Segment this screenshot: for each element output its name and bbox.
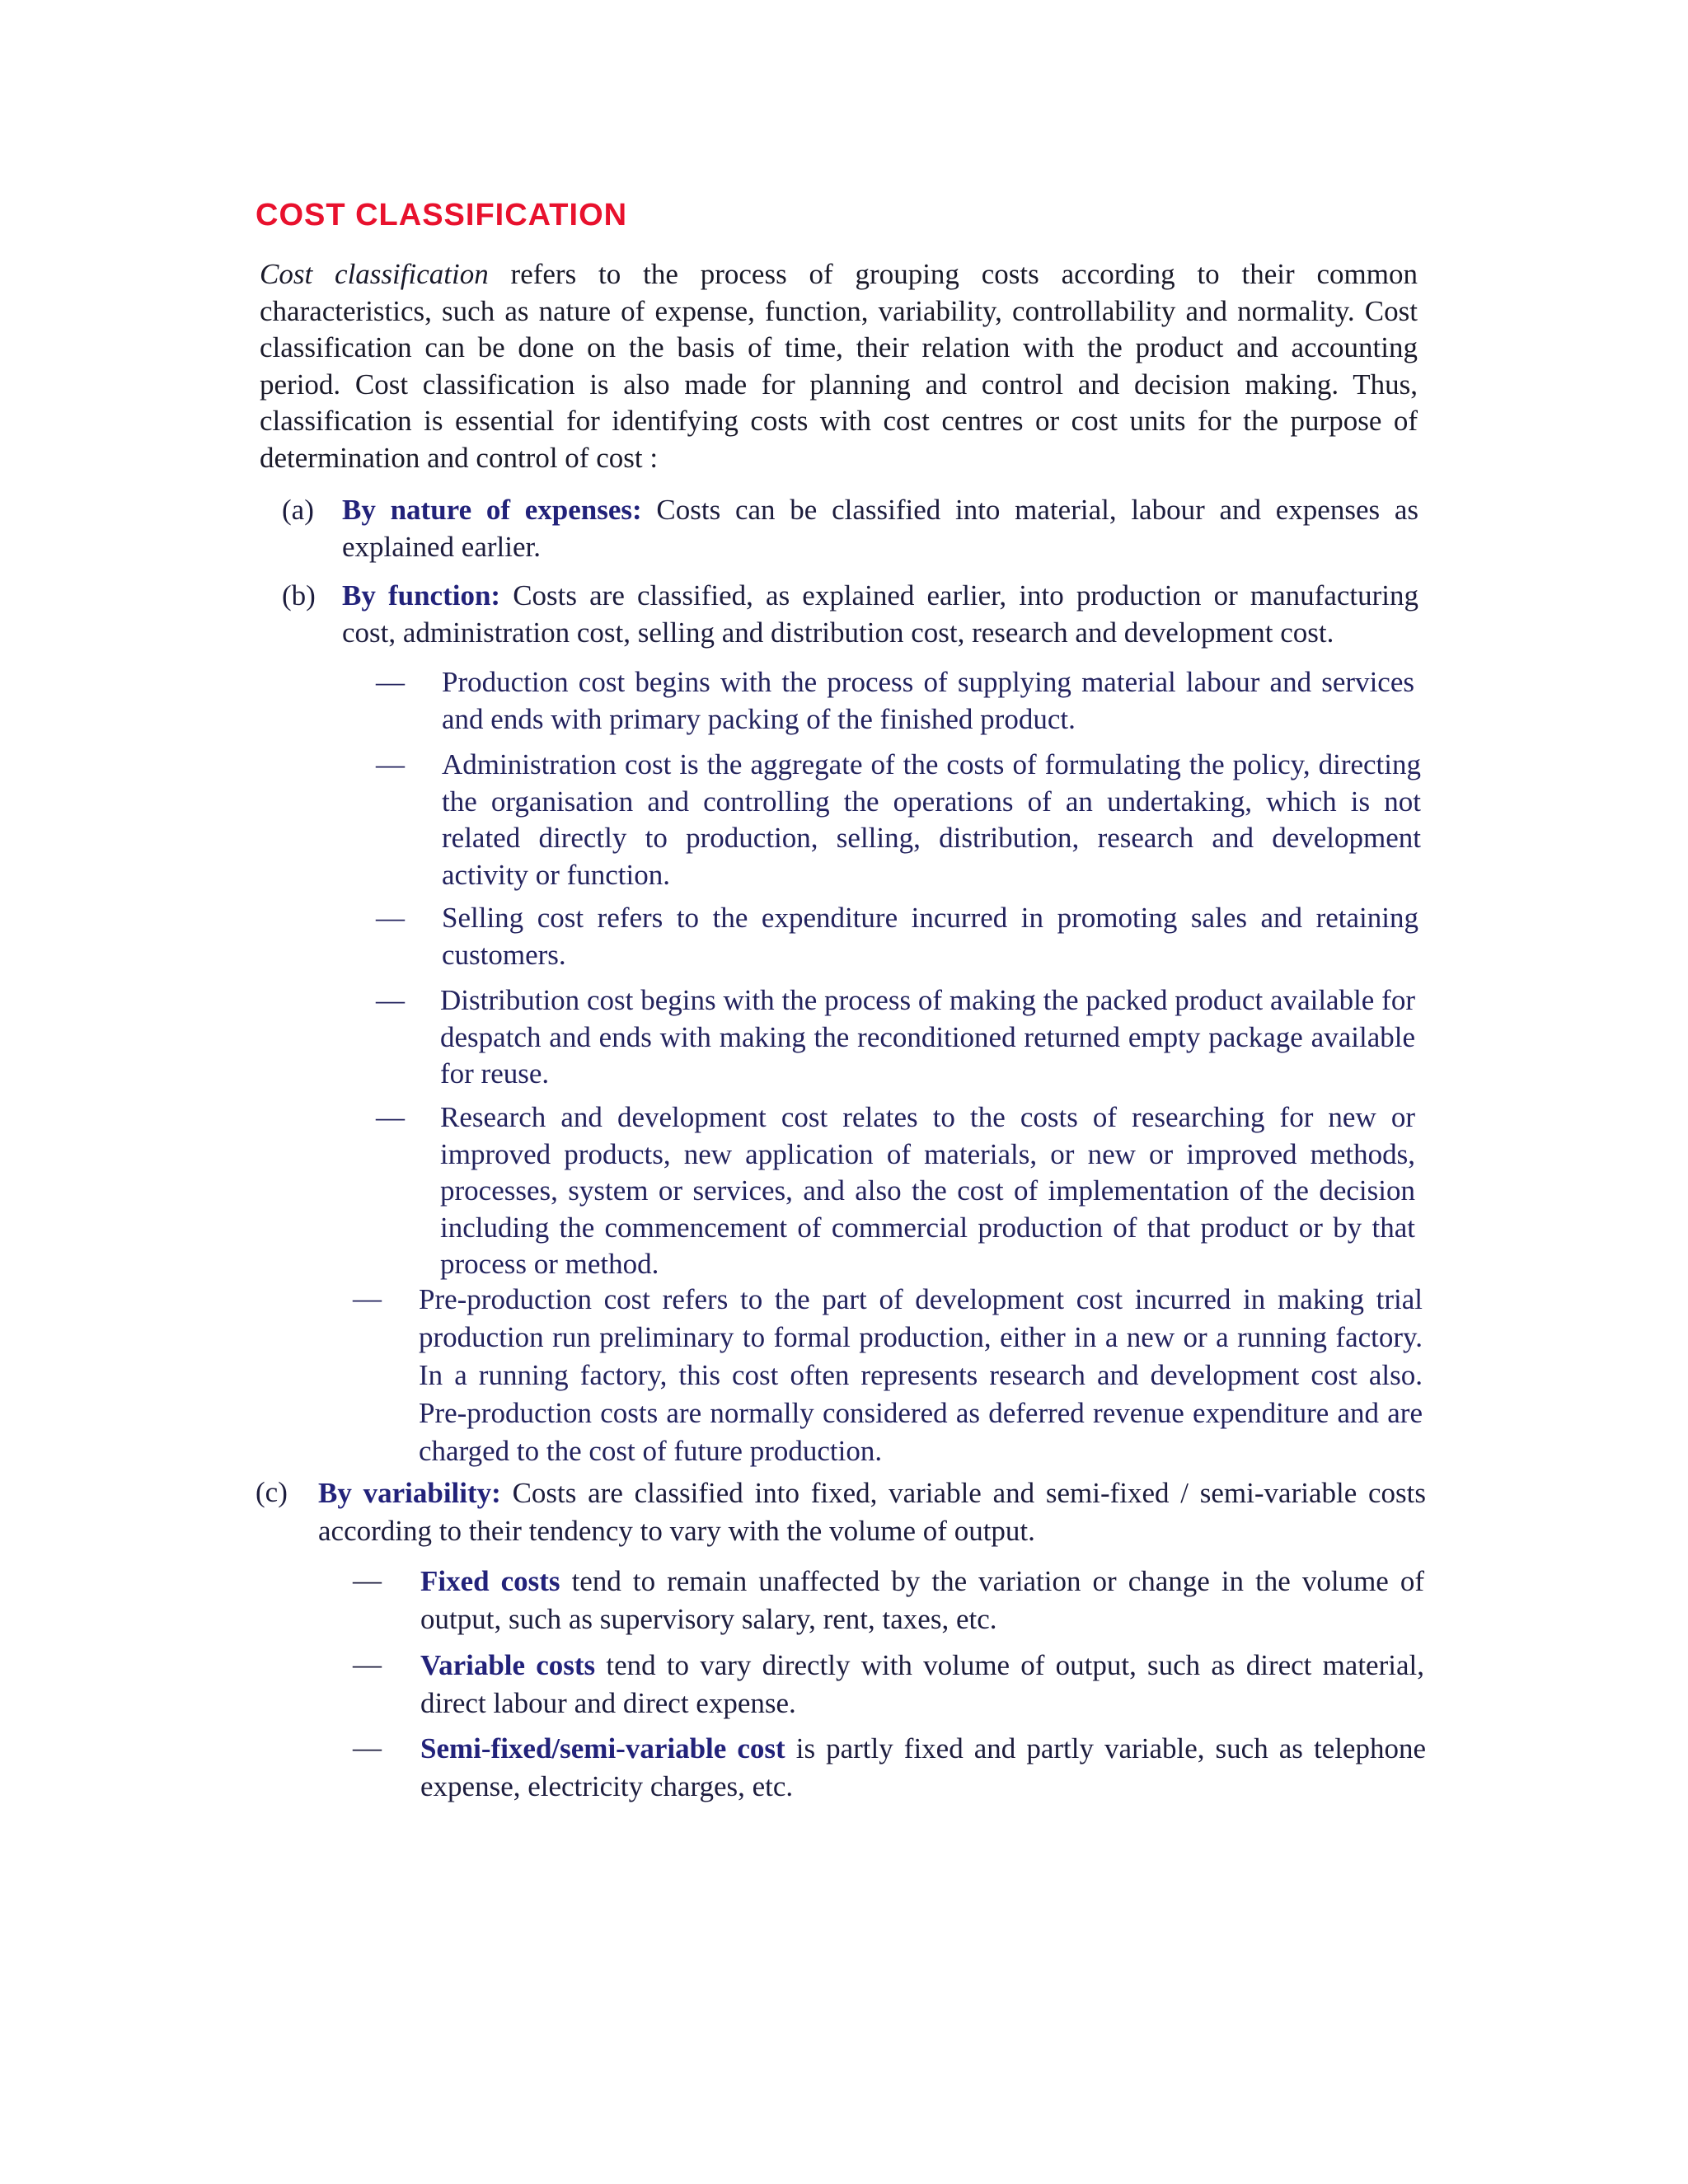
c-sub-1-text: tend to remain unaffected by the variation or change in the volume of output, such as supervisory salary, rent, taxes, etc. — [420, 1565, 1424, 1635]
item-b-heading: By function: — [342, 579, 501, 612]
c-sub-2-term: Variable costs — [420, 1649, 596, 1681]
c-sub-2 — [420, 1647, 1424, 1722]
c-sub-3-text: is partly fixed and partly variable, such as telephone expense, electricity charges, etc. — [420, 1732, 1426, 1802]
b-sub-2: Administration cost is the aggregate of the costs of formulating the policy, directing the organisation and controlling the operations of an undertaking, which is not related directly to production, selling, distribution, research and development activity or function. — [442, 748, 1421, 891]
b-sub-3-dash: — — [376, 902, 405, 934]
b-sub-4: Distribution cost begins with the process of making the packed product available for despatch and ends with making the reconditioned returned empty package available for reuse. — [440, 984, 1415, 1090]
b-sub-5-dash: — — [376, 1101, 405, 1133]
b-sub-1: Production cost begins with the process of supplying material labour and services and ends with primary packing of the finished product. — [442, 666, 1414, 735]
intro-term: Cost classification — [260, 258, 489, 290]
c-sub-2-dash: — — [353, 1648, 382, 1680]
section-title: COST CLASSIFICATION — [256, 198, 628, 232]
intro-paragraph — [260, 256, 1418, 476]
item-c-marker: (c) — [256, 1476, 288, 1508]
c-sub-2-text: tend to vary directly with volume of output, such as direct material, direct labour and direct expense. — [420, 1649, 1424, 1719]
item-c-text: Costs are classified into fixed, variable and semi-fixed / semi-variable costs according to their tendency to vary with the volume of output. — [318, 1477, 1426, 1547]
b-sub-2-dash: — — [376, 748, 405, 780]
item-b-marker: (b) — [282, 579, 316, 612]
item-b-text: Costs are classified, as explained earlier, into production or manufacturing cost, administration cost, selling and distribution cost, research and development cost. — [342, 579, 1418, 649]
item-a — [342, 492, 1418, 565]
c-sub-3-term: Semi-fixed/semi-variable cost — [420, 1732, 785, 1765]
c-sub-1-term: Fixed costs — [420, 1565, 560, 1597]
c-sub-3 — [420, 1730, 1426, 1806]
b-sub-3: Selling cost refers to the expenditure incurred in promoting sales and retaining customers. — [442, 902, 1418, 971]
item-c-heading: By variability: — [318, 1477, 501, 1509]
b-sub-6-dash: — — [353, 1282, 382, 1315]
item-b — [342, 578, 1418, 651]
b-sub-4-dash: — — [376, 984, 405, 1016]
intro-text: refers to the process of grouping costs according to their common characteristics, such as nature of expense, function, variability, controllability and normality. Cost classification can be done on the basis of time, their relation with the product and accounting period. Cost classification is also made for planning and control and decision making. Thus, classification is essential for identifying costs with cost centres or cost units for the purpose of determination and control of cost : — [260, 258, 1418, 474]
item-c — [318, 1474, 1426, 1550]
b-sub-1-dash: — — [376, 666, 405, 698]
b-sub-5: Research and development cost relates to the costs of researching for new or improved products, new application of materials, or new or improved methods, processes, system or services, and also the cost of implementation of the decision including the commencement of commercial production of that product or by that process or method. — [440, 1101, 1415, 1280]
b-sub-6: Pre-production cost refers to the part of development cost incurred in making trial production run preliminary to formal production, either in a new or a running factory. In a running factory, this cost often represents research and development cost also. Pre-production costs are normally considered as deferred revenue expenditure and are charged to the cost of future production. — [419, 1283, 1423, 1467]
item-a-text: Costs can be classified into material, labour and expenses as explained earlier. — [342, 494, 1418, 563]
c-sub-1 — [420, 1563, 1424, 1638]
c-sub-1-dash: — — [353, 1564, 382, 1596]
item-a-marker: (a) — [282, 494, 314, 526]
item-a-heading: By nature of expenses: — [342, 494, 642, 526]
c-sub-3-dash: — — [353, 1732, 382, 1764]
